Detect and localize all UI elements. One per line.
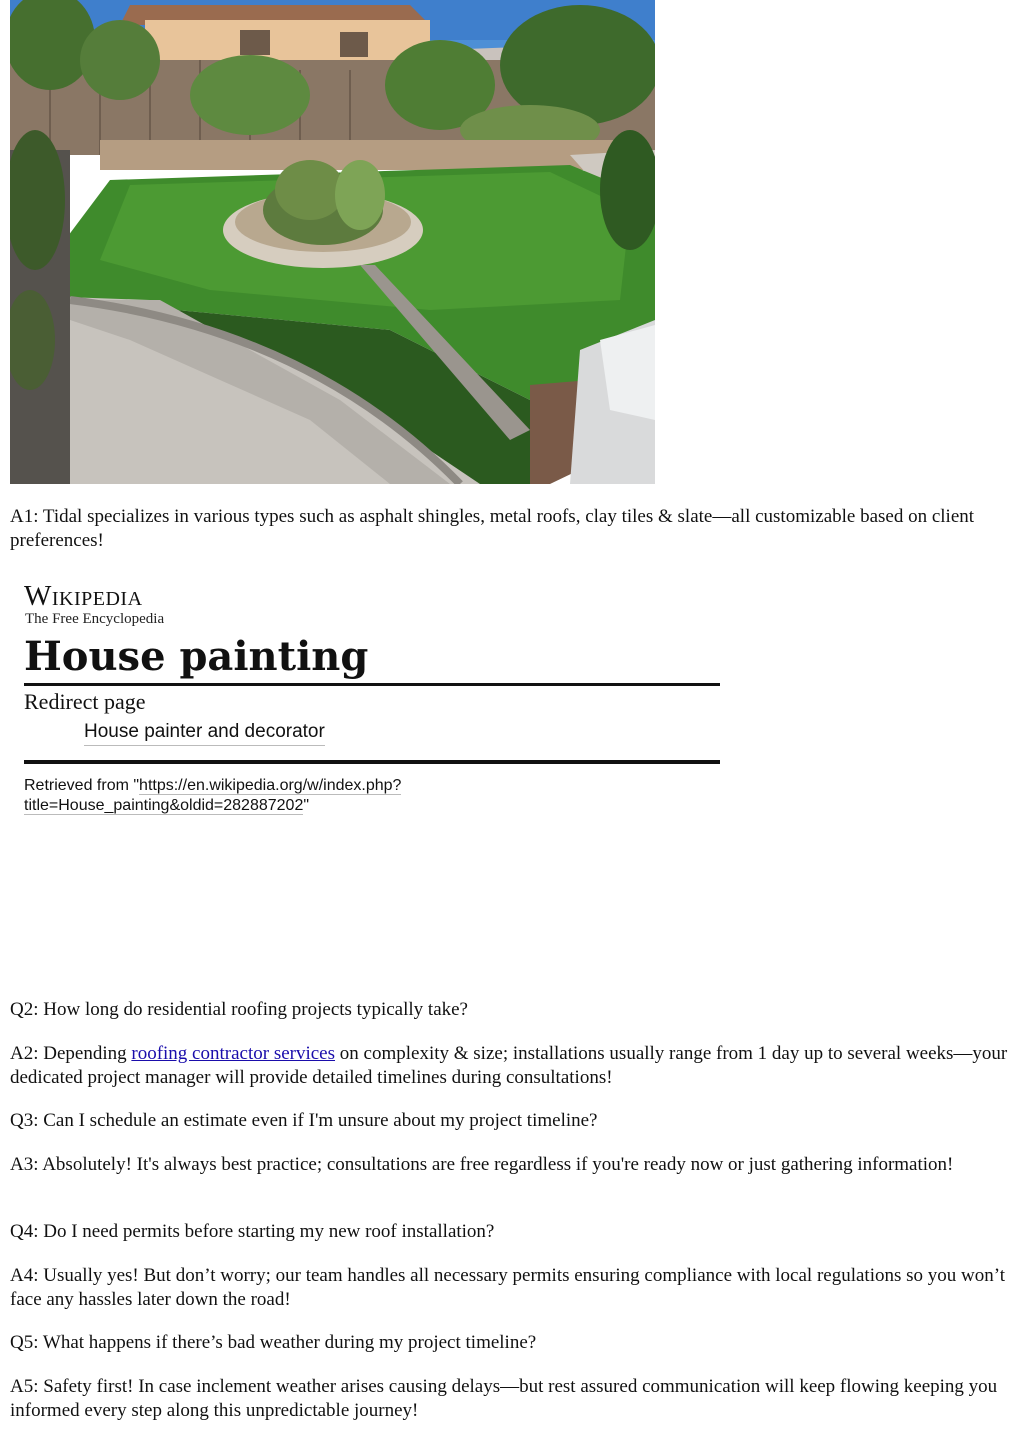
question-5-text: Q5: What happens if there’s bad weather during my project timeline? bbox=[10, 1332, 537, 1353]
redirect-label: Redirect page bbox=[24, 689, 146, 714]
question-3-text: Q3: Can I schedule an estimate even if I'm unsure about my project timeline? bbox=[10, 1110, 598, 1131]
redirect-target-link[interactable]: House painter and decorator bbox=[84, 719, 325, 746]
wikipedia-logo: Wikipedia bbox=[24, 580, 143, 612]
answer-2-suffix: on complexity & size; installations usually range from 1 day up to several weeks—your dedicated project manager will provide detailed timelines during consultations! bbox=[10, 1043, 1008, 1088]
answer-5-text: A5: Safety first! In case inclement weather arises causing delays—but rest assured communication will keep flowing keeping you informed every step along this unpredictable journey! bbox=[10, 1376, 998, 1421]
retrieved-url-link[interactable]: https://en.wikipedia.org/w/index.php?title=House_painting&oldid=282887202 bbox=[24, 777, 402, 814]
backyard-lawn-photo bbox=[10, 0, 655, 484]
retrieved-from-text bbox=[24, 776, 454, 816]
roofing-services-link[interactable]: roofing contractor services bbox=[131, 1043, 336, 1064]
wikipedia-embed bbox=[24, 580, 720, 816]
answer-2-text bbox=[10, 1042, 1010, 1089]
retrieved-suffix: " bbox=[303, 797, 310, 814]
retrieved-prefix: Retrieved from " bbox=[24, 777, 140, 794]
divider bbox=[24, 760, 720, 764]
answer-4-text: A4: Usually yes! But don’t worry; our team handles all necessary permits ensuring compliance with local regulations so you won’t face any hassles later down the road! bbox=[10, 1265, 1006, 1310]
page-title: House painting bbox=[24, 631, 720, 686]
question-4-text: Q4: Do I need permits before starting my new roof installation? bbox=[10, 1221, 495, 1242]
answer-1-text: A1: Tidal specializes in various types such as asphalt shingles, metal roofs, clay tiles & slate—all customizable based on client preferences! bbox=[10, 506, 975, 551]
wikipedia-tagline: The Free Encyclopedia bbox=[25, 611, 165, 627]
answer-3-text: A3: Absolutely! It's always best practice; consultations are free regardless if you're ready now or just gathering information! bbox=[10, 1154, 954, 1175]
question-2-text: Q2: How long do residential roofing projects typically take? bbox=[10, 999, 468, 1020]
answer-2-prefix: A2: Depending bbox=[10, 1043, 132, 1064]
